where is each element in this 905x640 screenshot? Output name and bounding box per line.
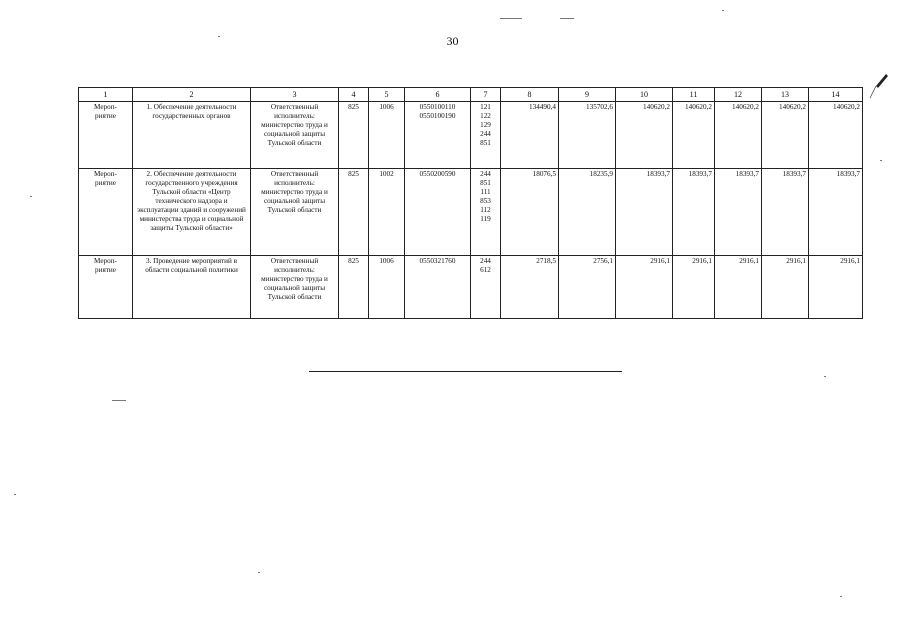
page-number: 30	[446, 34, 459, 48]
column-header: 1	[79, 88, 133, 102]
column-header: 6	[405, 88, 471, 102]
value-cell: 2718,5	[501, 256, 559, 319]
scan-artifact	[218, 36, 220, 37]
vr-cell: 244 851 111 853 112 119	[471, 169, 501, 256]
value-cell: 18393,7	[673, 169, 715, 256]
value-cell: 2916,1	[762, 256, 809, 319]
value-cell: 140620,2	[616, 102, 673, 169]
grbs-cell: 825	[339, 102, 369, 169]
rzpr-cell: 1006	[369, 102, 405, 169]
grbs-cell: 825	[339, 169, 369, 256]
scan-artifact	[500, 18, 522, 19]
value-cell: 140620,2	[715, 102, 762, 169]
table-row	[79, 169, 863, 256]
column-header: 11	[673, 88, 715, 102]
budget-table	[78, 87, 863, 319]
row-type-cell: Мероп- риятие	[79, 169, 133, 256]
scan-artifact	[824, 376, 826, 377]
header-row	[79, 88, 863, 102]
activity-name-cell: 1. Обеспечение деятельности государственных органов	[133, 102, 251, 169]
column-header: 10	[616, 88, 673, 102]
grbs-cell: 825	[339, 256, 369, 319]
row-type-cell: Мероп- риятие	[79, 256, 133, 319]
value-cell: 140620,2	[762, 102, 809, 169]
csr-cell: 0550100110 0550100190	[405, 102, 471, 169]
scan-artifact	[722, 10, 724, 11]
column-header: 9	[559, 88, 616, 102]
row-type-cell: Мероп- риятие	[79, 102, 133, 169]
scan-artifact	[840, 596, 842, 597]
end-of-document-line	[309, 371, 622, 372]
executor-cell: Ответственный исполнитель: министерство труда и социальной защиты Тульской области	[251, 102, 339, 169]
column-header: 3	[251, 88, 339, 102]
scan-artifact	[560, 18, 574, 19]
value-cell: 18393,7	[715, 169, 762, 256]
column-header: 5	[369, 88, 405, 102]
column-header: 2	[133, 88, 251, 102]
value-cell: 2916,1	[809, 256, 863, 319]
activity-name-cell: 2. Обеспечение деятельности государственного учреждения Тульской области «Центр технического надзора и эксплуатации зданий и сооружений министерства труда и социальной защиты Тульской области»	[133, 169, 251, 256]
value-cell: 2916,1	[715, 256, 762, 319]
scan-artifact	[880, 160, 882, 161]
scan-artifact	[30, 196, 32, 197]
column-header: 13	[762, 88, 809, 102]
value-cell: 18076,5	[501, 169, 559, 256]
table-row	[79, 102, 863, 169]
value-cell: 140620,2	[673, 102, 715, 169]
table-row	[79, 256, 863, 319]
pen-mark-icon	[866, 72, 890, 102]
column-header: 7	[471, 88, 501, 102]
column-header: 14	[809, 88, 863, 102]
value-cell: 18393,7	[762, 169, 809, 256]
value-cell: 2756,1	[559, 256, 616, 319]
executor-cell: Ответственный исполнитель: министерство труда и социальной защиты Тульской области	[251, 169, 339, 256]
value-cell: 18235,9	[559, 169, 616, 256]
scan-artifact	[14, 494, 16, 495]
rzpr-cell: 1006	[369, 256, 405, 319]
value-cell: 18393,7	[616, 169, 673, 256]
vr-cell: 121 122 129 244 851	[471, 102, 501, 169]
value-cell: 2916,1	[616, 256, 673, 319]
column-header: 8	[501, 88, 559, 102]
scan-artifact	[112, 400, 126, 401]
column-header: 12	[715, 88, 762, 102]
vr-cell: 244 612	[471, 256, 501, 319]
csr-cell: 0550200590	[405, 169, 471, 256]
scan-artifact	[258, 572, 260, 573]
value-cell: 140620,2	[809, 102, 863, 169]
csr-cell: 0550321760	[405, 256, 471, 319]
executor-cell: Ответственный исполнитель: министерство труда и социальной защиты Тульской области	[251, 256, 339, 319]
rzpr-cell: 1002	[369, 169, 405, 256]
column-header: 4	[339, 88, 369, 102]
value-cell: 135702,6	[559, 102, 616, 169]
value-cell: 18393,7	[809, 169, 863, 256]
value-cell: 134490,4	[501, 102, 559, 169]
activity-name-cell: 3. Проведение мероприятий в области социальной политики	[133, 256, 251, 319]
value-cell: 2916,1	[673, 256, 715, 319]
